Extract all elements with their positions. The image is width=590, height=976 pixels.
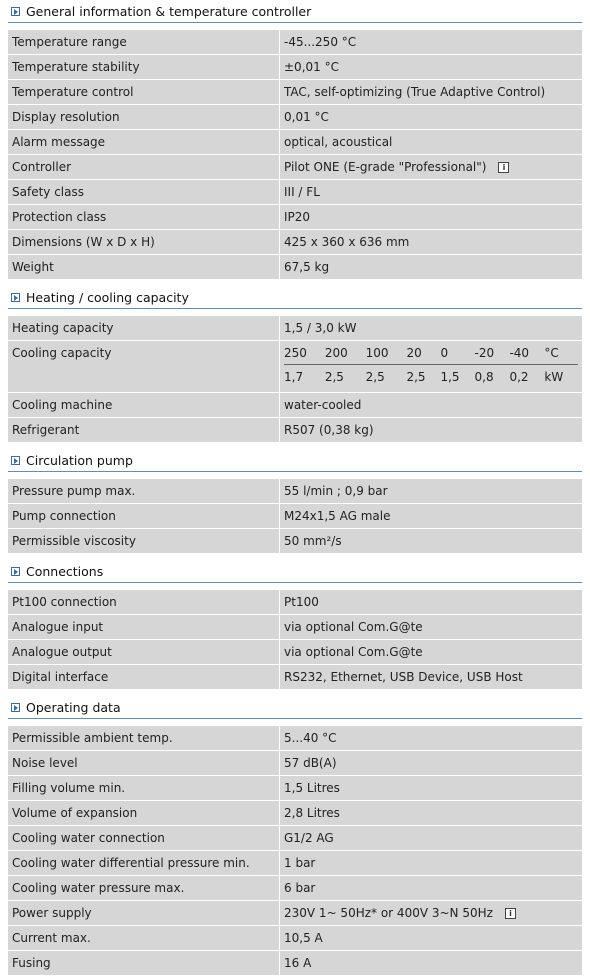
row-label: Analogue output — [8, 640, 280, 665]
power-cell: 2,5 — [406, 369, 426, 384]
row-label: Weight — [8, 255, 280, 280]
row-value: 1,5 Litres — [280, 776, 582, 801]
row-value: Pt100 — [280, 590, 582, 615]
table-row — [8, 393, 582, 418]
row-value: IP20 — [280, 205, 582, 230]
row-value: via optional Com.G@te — [280, 640, 582, 665]
row-label: Controller — [8, 155, 280, 180]
section-header-operating[interactable] — [8, 696, 582, 719]
temp-cell: 200 — [325, 341, 366, 365]
row-label: Cooling capacity — [8, 341, 280, 393]
power-cell: 0,2 — [509, 369, 529, 384]
row-label: Power supply — [8, 901, 280, 926]
table-row — [8, 80, 582, 105]
row-label: Temperature range — [8, 30, 280, 55]
temp-cell: 20 — [406, 341, 440, 365]
table-row — [8, 801, 582, 826]
row-value: 2,8 Litres — [280, 801, 582, 826]
temp-cell: 0 — [440, 341, 474, 365]
row-value: 1 bar — [280, 851, 582, 876]
row-value: -45...250 °C — [280, 30, 582, 55]
info-icon[interactable]: i — [505, 908, 516, 919]
row-label: Permissible ambient temp. — [8, 726, 280, 751]
row-label: Alarm message — [8, 130, 280, 155]
row-value: 16 A — [280, 951, 582, 976]
row-label: Filling volume min. — [8, 776, 280, 801]
row-label: Cooling water pressure max. — [8, 876, 280, 901]
temp-cell: -20 — [475, 341, 510, 365]
section-header-general[interactable] — [8, 0, 582, 23]
expand-arrow-icon[interactable] — [11, 567, 20, 576]
power-row — [284, 365, 578, 389]
table-row — [8, 155, 582, 180]
table-row — [8, 590, 582, 615]
row-value: 1,5 / 3,0 kW — [280, 316, 582, 341]
row-label: Fusing — [8, 951, 280, 976]
power-cell: 1,5 — [440, 369, 460, 384]
value-text: 230V 1~ 50Hz* or 400V 3~N 50Hz — [284, 906, 493, 920]
row-label: Noise level — [8, 751, 280, 776]
row-value: M24x1,5 AG male — [280, 504, 582, 529]
row-label: Pressure pump max. — [8, 479, 280, 504]
row-label: Safety class — [8, 180, 280, 205]
power-cell: 0,8 — [474, 369, 494, 384]
row-value: RS232, Ethernet, USB Device, USB Host — [280, 665, 582, 690]
table-row — [8, 30, 582, 55]
table-row — [8, 180, 582, 205]
row-label: Cooling machine — [8, 393, 280, 418]
row-label: Volume of expansion — [8, 801, 280, 826]
row-label: Temperature control — [8, 80, 280, 105]
row-value: 67,5 kg — [280, 255, 582, 280]
row-value: TAC, self-optimizing (True Adaptive Control) — [280, 80, 582, 105]
table-row — [8, 776, 582, 801]
table-row — [8, 55, 582, 80]
row-label: Permissible viscosity — [8, 529, 280, 554]
table-row — [8, 640, 582, 665]
section-header-pump[interactable] — [8, 449, 582, 472]
expand-arrow-icon[interactable] — [11, 293, 20, 302]
temp-unit: °C — [544, 341, 578, 365]
row-label: Temperature stability — [8, 55, 280, 80]
row-label: Pump connection — [8, 504, 280, 529]
row-value: 0,01 °C — [280, 105, 582, 130]
row-value: via optional Com.G@te — [280, 615, 582, 640]
temp-cell: 250 — [284, 341, 325, 365]
row-value: III / FL — [280, 180, 582, 205]
expand-arrow-icon[interactable] — [11, 456, 20, 465]
row-value: 57 dB(A) — [280, 751, 582, 776]
section-title: Circulation pump — [26, 452, 133, 468]
row-value: 10,5 A — [280, 926, 582, 951]
section-title: Operating data — [26, 699, 121, 715]
table-row — [8, 726, 582, 751]
table-row — [8, 901, 582, 926]
row-value: 55 l/min ; 0,9 bar — [280, 479, 582, 504]
temp-cell: -40 — [509, 341, 544, 365]
expand-arrow-icon[interactable] — [11, 703, 20, 712]
power-cell: 1,7 — [284, 369, 304, 384]
row-label: Digital interface — [8, 665, 280, 690]
section-header-capacity[interactable] — [8, 286, 582, 309]
table-row — [8, 418, 582, 443]
row-label: Heating capacity — [8, 316, 280, 341]
table-row — [8, 876, 582, 901]
row-value: water-cooled — [280, 393, 582, 418]
table-row — [8, 230, 582, 255]
table-row — [8, 479, 582, 504]
section-title: Heating / cooling capacity — [26, 289, 189, 305]
table-row — [8, 615, 582, 640]
row-value: 5...40 °C — [280, 726, 582, 751]
row-label: Dimensions (W x D x H) — [8, 230, 280, 255]
temperature-row — [284, 341, 578, 365]
cooling-capacity-row — [8, 341, 582, 393]
table-row — [8, 751, 582, 776]
section-title: Connections — [26, 563, 104, 579]
row-value: ±0,01 °C — [280, 55, 582, 80]
table-row — [8, 951, 582, 976]
value-text: Pilot ONE (E-grade "Professional") — [284, 160, 487, 174]
power-cell: 2,5 — [324, 369, 344, 384]
table-row — [8, 205, 582, 230]
table-row — [8, 255, 582, 280]
section-title: General information & temperature controller — [26, 3, 312, 19]
row-value: R507 (0,38 kg) — [280, 418, 582, 443]
row-value: G1/2 AG — [280, 826, 582, 851]
table-row — [8, 504, 582, 529]
expand-arrow-icon[interactable] — [11, 7, 20, 16]
power-cell: 2,5 — [365, 369, 385, 384]
row-value — [280, 901, 582, 926]
table-row — [8, 529, 582, 554]
info-icon[interactable]: i — [498, 162, 509, 173]
row-label: Display resolution — [8, 105, 280, 130]
table-row — [8, 851, 582, 876]
row-label: Cooling water connection — [8, 826, 280, 851]
row-value: 6 bar — [280, 876, 582, 901]
row-value: 50 mm²/s — [280, 529, 582, 554]
row-value — [280, 155, 582, 180]
table-row — [8, 826, 582, 851]
temp-cell: 100 — [366, 341, 407, 365]
row-label: Analogue input — [8, 615, 280, 640]
row-label: Current max. — [8, 926, 280, 951]
table-row — [8, 105, 582, 130]
table-row — [8, 665, 582, 690]
row-label: Pt100 connection — [8, 590, 280, 615]
section-header-connections[interactable] — [8, 560, 582, 583]
row-label: Refrigerant — [8, 418, 280, 443]
table-row — [8, 316, 582, 341]
row-value: 425 x 360 x 636 mm — [280, 230, 582, 255]
power-unit: kW — [544, 369, 564, 384]
row-label: Cooling water differential pressure min. — [8, 851, 280, 876]
table-row — [8, 130, 582, 155]
row-label: Protection class — [8, 205, 280, 230]
row-value: optical, acoustical — [280, 130, 582, 155]
cooling-capacity-table — [280, 341, 582, 393]
table-row — [8, 926, 582, 951]
spec-sheet — [8, 0, 582, 976]
